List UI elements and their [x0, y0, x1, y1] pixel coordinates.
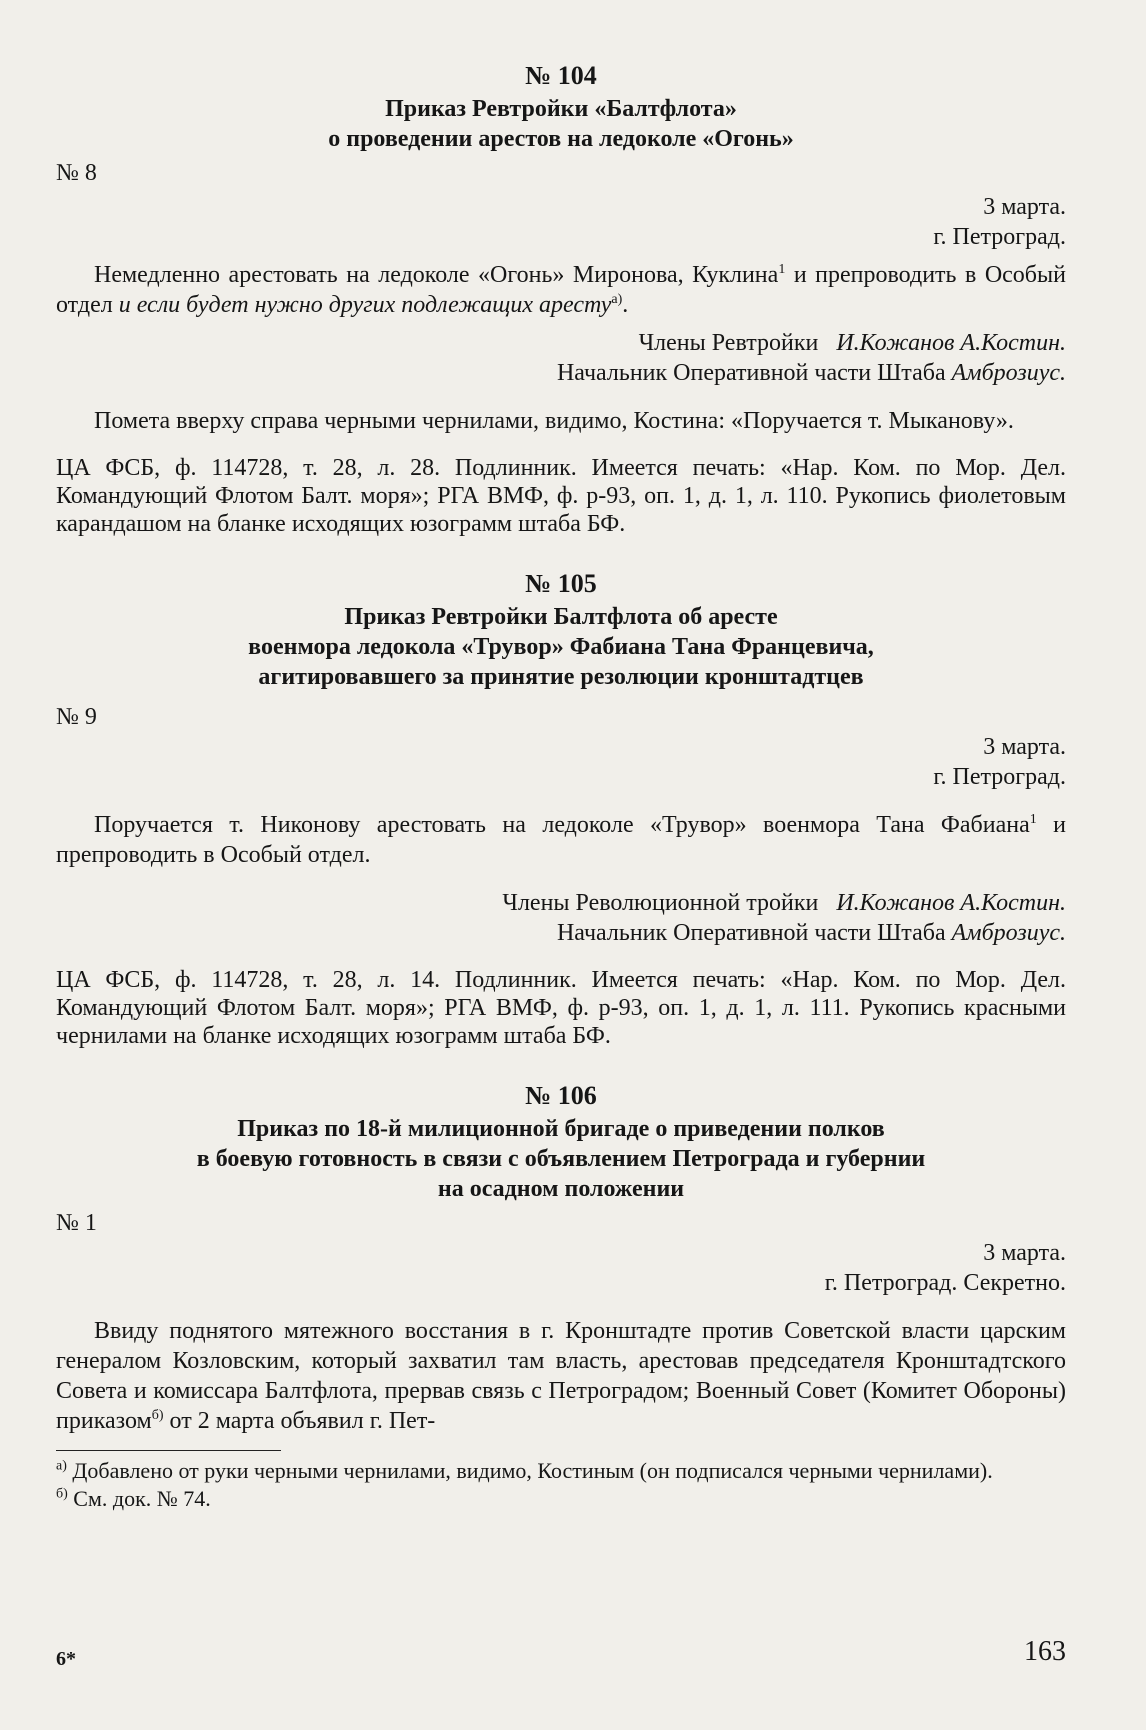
- doc-title: [56, 94, 1066, 154]
- footnote: [56, 1457, 1066, 1485]
- doc-title-line: в боевую готовность в связи с объявлением Петрограда и губернии: [196, 1146, 926, 1172]
- footnote-text: Добавлено от руки черными чернилами, видимо, Костиным (он подписался черными чернилами).: [72, 1458, 993, 1483]
- signature-names: И.Кожанов А.Костин.: [836, 890, 1066, 916]
- body-text: Немедленно арестовать на ледоколе «Огонь» Миронова, Куклина: [94, 262, 779, 288]
- footnote-mark: б): [56, 1486, 68, 1502]
- footnote-ref: б): [151, 1408, 164, 1423]
- doc-title: [56, 1114, 1066, 1204]
- document-104: [56, 60, 1066, 538]
- archival-note: Помета вверху справа черными чернилами, видимо, Костина: «Поручается т. Мыканову».: [94, 408, 1014, 434]
- doc-body: [56, 1316, 1066, 1436]
- doc-place: г. Петроград. Секретно.: [824, 1270, 1066, 1296]
- doc-title-line: Приказ Ревтройки «Балтфлота»: [385, 96, 737, 122]
- doc-title-line: Приказ Ревтройки Балтфлота об аресте: [344, 604, 778, 630]
- doc-title-line: о проведении арестов на ледоколе «Огонь»: [328, 126, 794, 152]
- body-text: и препроводить в Особый отдел.: [56, 812, 1067, 868]
- signature-line: [56, 888, 1066, 918]
- signature-label: Начальник Оперативной части Штаба: [556, 360, 946, 386]
- body-text: Поручается т. Никонову арестовать на ледоколе «Трувор» военмора Тана Фабиана: [94, 812, 1030, 838]
- page-footer: [56, 1636, 1066, 1676]
- doc-title-line: военмора ледокола «Трувор» Фабиана Тана Францевича,: [248, 634, 874, 660]
- doc-date: 3 марта.: [983, 1240, 1066, 1266]
- order-number: № 9: [56, 704, 97, 730]
- body-text: от 2 марта объявил г. Пет-: [163, 1408, 436, 1434]
- doc-title-line: Приказ по 18-й милиционной бригаде о приведении полков: [237, 1116, 885, 1142]
- sheet-mark: 6*: [56, 1648, 76, 1670]
- document-105: [56, 568, 1066, 1050]
- doc-title: [56, 602, 1066, 692]
- body-text: .: [622, 292, 629, 318]
- signature-label: Члены Ревтройки: [638, 330, 819, 356]
- order-number: № 8: [56, 160, 97, 186]
- page-number: 163: [1024, 1636, 1066, 1667]
- doc-body: [56, 260, 1066, 320]
- signature-label: Начальник Оперативной части Штаба: [556, 920, 946, 946]
- doc-title-line: агитировавшего за принятие резолюции кронштадтцев: [258, 664, 864, 690]
- signature-names: И.Кожанов А.Костин.: [836, 330, 1066, 356]
- order-number: № 1: [56, 1210, 97, 1236]
- body-handwritten: и если будет нужно других подлежащих аресту: [118, 292, 612, 318]
- doc-place: г. Петроград.: [933, 224, 1066, 250]
- doc-number: № 104: [525, 61, 597, 90]
- footnote-mark: а): [56, 1458, 67, 1474]
- footnote-divider: [56, 1450, 281, 1451]
- footnote-text: См. док. № 74.: [73, 1486, 211, 1511]
- doc-date: 3 марта.: [983, 734, 1066, 760]
- footnote-ref: 1: [1029, 812, 1037, 827]
- body-text: Ввиду поднятого мятежного восстания в г. Кронштадте против Советской власти царским генералом Козловским, который захватил там власть, арестовав председателя Кронштадтского Совета и комиссара Балтфлота, прервав связь с Петроградом; Военный Совет (Комитет Обороны) приказом: [56, 1318, 1066, 1434]
- footnote-ref: а): [611, 292, 623, 307]
- signature-line: [56, 328, 1066, 358]
- signature-label: Члены Революционной тройки: [502, 890, 819, 916]
- archival-source: ЦА ФСБ, ф. 114728, т. 28, л. 28. Подлинник. Имеется печать: «Нар. Ком. по Мор. Дел. Командующий Флотом Балт. моря»; РГА ВМФ, ф. р-93, оп. 1, д. 1, л. 110. Рукопись фиолетовым карандашом на бланке исходящих юзограмм штаба БФ.: [56, 455, 1066, 537]
- doc-title-line: на осадном положении: [437, 1176, 685, 1202]
- signature-names: Амброзиус.: [951, 920, 1066, 946]
- doc-date: 3 марта.: [983, 194, 1066, 220]
- page-content: [56, 60, 1066, 1513]
- archival-source: ЦА ФСБ, ф. 114728, т. 28, л. 14. Подлинник. Имеется печать: «Нар. Ком. по Мор. Дел. Командующий Флотом Балт. моря»; РГА ВМФ, ф. р-93, оп. 1, д. 1, л. 111. Рукопись красными чернилами на бланке исходящих юзограмм штаба БФ.: [56, 967, 1066, 1049]
- doc-number: № 105: [525, 569, 597, 598]
- document-106: [56, 1080, 1066, 1436]
- footnote-ref: 1: [778, 262, 786, 277]
- signature-line: [56, 358, 1066, 388]
- doc-body: [56, 810, 1066, 870]
- footnote: [56, 1485, 1066, 1513]
- signature-names: Амброзиус.: [951, 360, 1066, 386]
- body-text: и препроводить в Особый отдел: [56, 262, 1066, 318]
- signature-line: [56, 918, 1066, 948]
- doc-place: г. Петроград.: [933, 764, 1066, 790]
- doc-number: № 106: [525, 1081, 597, 1110]
